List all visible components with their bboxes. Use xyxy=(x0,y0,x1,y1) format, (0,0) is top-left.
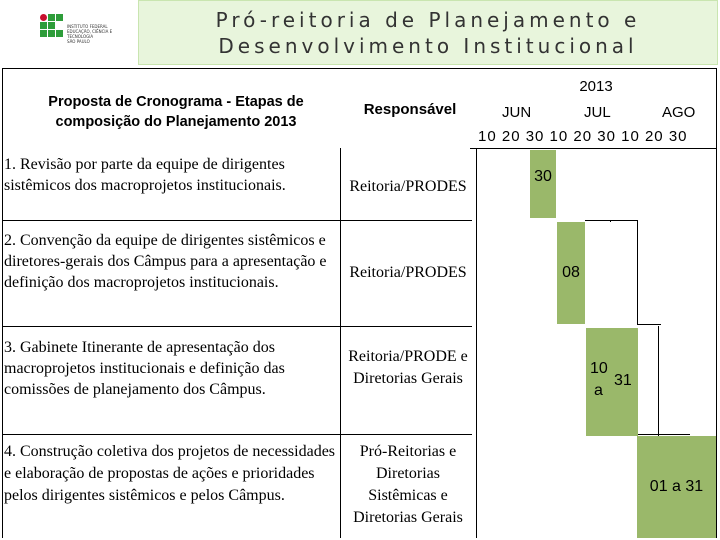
row-3-grid-line xyxy=(658,326,659,436)
row-3-divider xyxy=(2,434,472,435)
row-2-gantt-bar xyxy=(557,222,585,324)
responsible-column-header: Responsável xyxy=(363,101,457,118)
header-bottom-line xyxy=(470,148,716,149)
row-1-divider-right xyxy=(585,220,637,221)
row-4-bar-label: 01 a 31 xyxy=(649,478,704,495)
row-2-divider-right xyxy=(637,324,661,325)
row-1-gantt-bar xyxy=(530,150,556,218)
activity-column-separator xyxy=(340,148,341,538)
row-4-gantt-bar xyxy=(637,436,716,538)
row-3-divider-right xyxy=(638,434,690,435)
activity-column-header: Proposta de Cronograma - Etapas de composição do Planejamento 2013 xyxy=(48,94,304,130)
institution-logo xyxy=(40,14,130,48)
table-left-border xyxy=(2,68,3,538)
row-2-bar-label: 08 xyxy=(562,264,580,281)
row-3-bar-label-start: 10 xyxy=(590,360,608,377)
day-headers: 10 20 30 10 20 30 10 20 30 xyxy=(478,128,688,145)
month-header-ago: AGO xyxy=(662,104,696,121)
row-1-responsible: Reitoria/PRODES xyxy=(349,178,467,195)
row-1-activity: 1. Revisão por parte da equipe de dirigentes sistêmicos dos macroprojetos institucionais. xyxy=(4,156,286,194)
row-4-activity: 4. Construção coletiva dos projetos de necessidades e elaboração de propostas de ações e prioridades pelos dirigentes sistêmicos e pelos Câmpus. xyxy=(4,443,336,504)
row-3-gantt-bar xyxy=(586,328,638,436)
row-2-activity: 2. Convenção da equipe de dirigentes sistêmicos e diretores-gerais dos Câmpus para a apresentação e definição dos macroprojetos institucionais. xyxy=(4,232,327,291)
row-1-bar-label: 30 xyxy=(534,168,552,185)
month-header-jul: JUL xyxy=(584,104,611,121)
table-right-border xyxy=(716,68,717,538)
small-tick xyxy=(610,220,611,222)
table-top-border xyxy=(2,68,716,69)
year-header: 2013 xyxy=(579,78,613,95)
row-2-grid-line xyxy=(637,220,638,324)
row-3-bar-label-end: 31 xyxy=(614,372,632,389)
logo-mark-icon xyxy=(40,14,64,40)
responsible-column-separator xyxy=(476,148,477,538)
logo-text: INSTITUTO FEDERAL EDUCAÇÃO, CIÊNCIA E TECNOLOGIA SÃO PAULO xyxy=(67,24,113,44)
row-4-responsible: Pró-Reitorias e Diretorias Sistêmicas e Diretorias Gerais xyxy=(353,443,463,526)
row-3-activity: 3. Gabinete Itinerante de apresentação dos macroprojetos institucionais e definição das comissões de planejamento dos Câmpus. xyxy=(4,339,285,398)
month-header-jun: JUN xyxy=(502,104,532,121)
row-2-responsible: Reitoria/PRODES xyxy=(349,264,467,281)
row-1-divider xyxy=(2,220,472,221)
row-2-divider xyxy=(2,326,472,327)
row-3-responsible: Reitoria/PRODE e Diretorias Gerais xyxy=(348,348,468,387)
page-title xyxy=(138,0,718,65)
title-line-2: Desenvolvimento Institucional xyxy=(218,33,638,58)
title-line-1: Pró-reitoria de Planejamento e xyxy=(215,7,641,32)
row-3-bar-label-sep: a xyxy=(594,382,603,399)
